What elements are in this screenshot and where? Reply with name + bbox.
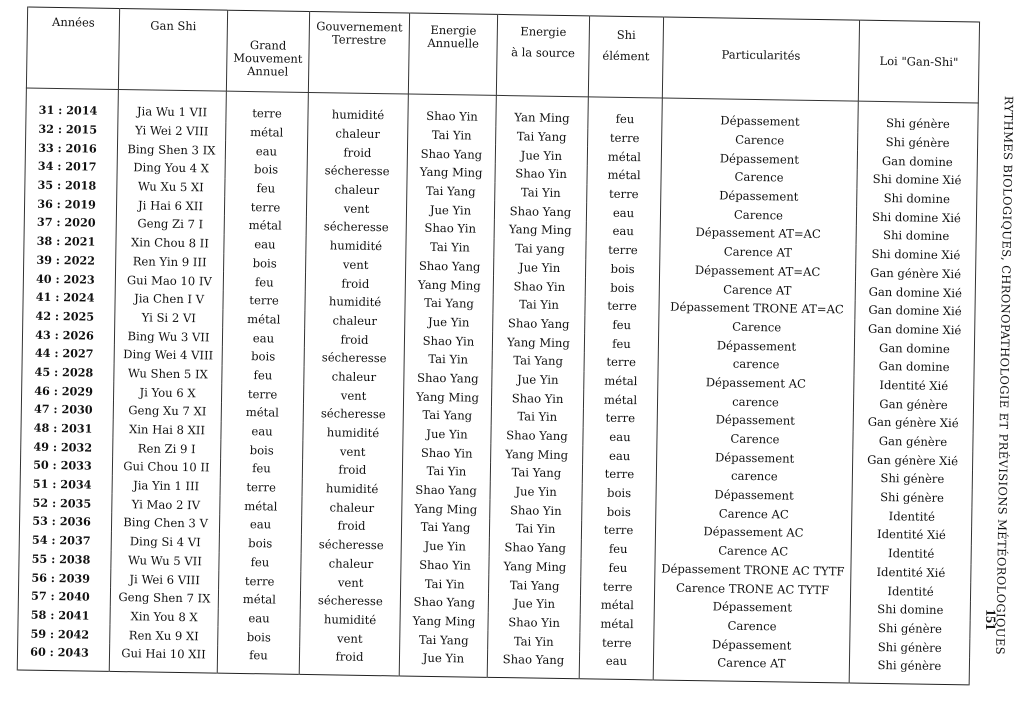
cell-energie-source: Tai yang <box>494 239 586 259</box>
cell-annee: 46 : 2029 <box>22 381 114 401</box>
header-row <box>26 7 979 103</box>
header-ganshi: Gan Shi <box>118 8 227 91</box>
cell-energie-annuelle: Yang Ming <box>402 499 490 519</box>
cell-energie-annuelle: Tai Yin <box>408 125 496 145</box>
header-grand-mouvement: Grand Mouvement Annuel <box>226 10 309 92</box>
cell-energie-annuelle: Shao Yang <box>402 480 490 500</box>
cell-annee: 33 : 2016 <box>25 138 117 158</box>
cell-gouvernement: froid <box>305 273 405 293</box>
cell-shi-element: terre <box>580 633 654 653</box>
cell-particularite: carence <box>656 466 852 488</box>
cell-grand-mouvement: eau <box>225 141 307 161</box>
cell-shi-element: bois <box>582 483 656 503</box>
cell-energie-annuelle: Tai Yang <box>407 181 495 201</box>
cell-gouvernement: froid <box>302 460 402 480</box>
cell-shi-element: métal <box>584 371 658 391</box>
cell-gouvernement: sécheresse <box>307 161 407 181</box>
cell-loi: Gan domine <box>854 338 974 359</box>
cell-energie-annuelle: Shao Yang <box>406 256 494 276</box>
cell-energie-annuelle: Shao Yang <box>404 368 492 388</box>
cell-gouvernement: chaleur <box>307 180 407 200</box>
cell-particularite: Dépassement <box>661 148 857 170</box>
cell-grand-mouvement: feu <box>220 459 302 479</box>
cell-annee: 54 : 2037 <box>19 530 111 550</box>
cell-annee: 49 : 2032 <box>21 437 113 457</box>
cell-particularite: Dépassement TRONE AT=AC <box>659 297 855 319</box>
cell-annee: 43 : 2026 <box>22 325 114 345</box>
cell-ganshi: Ren Zi 9 I <box>113 438 221 458</box>
cell-ganshi: Ji You 6 X <box>113 382 221 402</box>
cell-energie-source: Tai Yin <box>495 183 587 203</box>
cell-grand-mouvement: métal <box>223 309 305 329</box>
cell-loi: Shi génère <box>858 101 978 134</box>
cell-loi: Shi domine Xié <box>856 244 976 265</box>
cell-loi: Identité Xié <box>851 562 971 583</box>
cell-grand-mouvement: terre <box>221 384 303 404</box>
cell-energie-source: Tai Yang <box>492 351 584 371</box>
cell-annee: 50 : 2033 <box>20 456 112 476</box>
cell-loi: Identité <box>851 543 971 564</box>
cell-particularite: Carence AC <box>656 503 852 525</box>
cell-energie-annuelle: Shao Yin <box>403 443 491 463</box>
header-annees: Années <box>26 7 119 89</box>
cell-gouvernement: chaleur <box>305 310 405 330</box>
cell-ganshi: Ding Wei 4 VIII <box>114 345 222 365</box>
cell-energie-source: Shao Yin <box>493 276 585 296</box>
header-loi-gan-shi: Loi "Gan-Shi" <box>858 20 979 103</box>
cell-energie-annuelle: Shao Yang <box>407 144 495 164</box>
cell-energie-source: Tai Yin <box>488 631 580 651</box>
cell-ganshi: Wu Xu 5 XI <box>117 177 225 197</box>
cell-loi: Shi génère <box>852 469 972 490</box>
cell-loi: Shi domine <box>857 188 977 209</box>
cell-shi-element: métal <box>587 165 661 185</box>
cell-grand-mouvement: terre <box>220 477 302 497</box>
cell-particularite: Dépassement AT=AC <box>660 223 856 245</box>
cell-ganshi: Geng Xu 7 XI <box>113 401 221 421</box>
cell-particularite: Carence <box>661 167 857 189</box>
cell-energie-source: Tai Yin <box>491 407 583 427</box>
cell-grand-mouvement: eau <box>219 515 301 535</box>
cell-shi-element: terre <box>582 464 656 484</box>
cell-loi: Shi domine Xié <box>857 170 977 191</box>
cell-annee: 55 : 2038 <box>19 549 111 569</box>
cell-annee: 58 : 2041 <box>18 605 110 625</box>
cell-gouvernement: chaleur <box>301 553 401 573</box>
cell-loi: Gan domine Xié <box>855 282 975 303</box>
cell-ganshi: Ren Yin 9 III <box>116 251 224 271</box>
cell-shi-element: feu <box>581 539 655 559</box>
cell-annee: 48 : 2031 <box>21 418 113 438</box>
cell-particularite: Carence <box>657 428 853 450</box>
cell-gouvernement: froid <box>299 647 399 676</box>
cell-loi: Shi génère <box>850 637 970 658</box>
cell-gouvernement: vent <box>301 572 401 592</box>
cell-ganshi: Gui Chou 10 II <box>112 457 220 477</box>
cell-ganshi: Xin You 8 X <box>110 606 218 626</box>
cell-energie-source: Tai Yin <box>493 295 585 315</box>
cell-shi-element: terre <box>586 240 660 260</box>
cell-gouvernement: humidité <box>305 292 405 312</box>
cell-loi: Gan génère Xié <box>855 263 975 284</box>
cell-loi: Shi génère <box>858 132 978 153</box>
cell-energie-source: Yang Ming <box>492 332 584 352</box>
cell-grand-mouvement: feu <box>222 365 304 385</box>
cell-particularite: Carence <box>660 204 856 226</box>
cell-gouvernement: humidité <box>300 609 400 629</box>
cell-energie-annuelle: Yang Ming <box>405 275 493 295</box>
cell-loi: Identité <box>850 581 970 602</box>
cell-grand-mouvement: eau <box>221 421 303 441</box>
cell-grand-mouvement: feu <box>219 552 301 572</box>
cell-energie-source: Tai Yang <box>489 575 581 595</box>
cell-ganshi: Bing Shen 3 IX <box>117 139 225 159</box>
cell-shi-element: terre <box>584 352 658 372</box>
cell-ganshi: Gui Mao 10 IV <box>115 270 223 290</box>
cell-energie-source: Jue Yin <box>494 257 586 277</box>
cell-energie-source: Yang Ming <box>494 220 586 240</box>
cell-energie-annuelle: Jue Yin <box>406 200 494 220</box>
cell-ganshi: Geng Zi 7 I <box>116 214 224 234</box>
cell-ganshi: Ji Wei 6 VIII <box>111 569 219 589</box>
cell-shi-element: métal <box>580 595 654 615</box>
cell-particularite: Dépassement <box>661 185 857 207</box>
cell-particularite: Carence AT <box>653 652 849 682</box>
cell-energie-source: Shao Yin <box>495 164 587 184</box>
cell-particularite: Dépassement <box>658 335 854 357</box>
cell-grand-mouvement: feu <box>223 272 305 292</box>
cell-gouvernement: sécheresse <box>306 217 406 237</box>
cell-energie-annuelle: Jue Yin <box>403 424 491 444</box>
cell-particularite: Dépassement AC <box>658 372 854 394</box>
cell-energie-source: Jue Yin <box>488 594 580 614</box>
cell-grand-mouvement: eau <box>222 328 304 348</box>
cell-annee: 47 : 2030 <box>21 399 113 419</box>
cell-ganshi: Ding You 4 X <box>117 158 225 178</box>
cell-loi: Gan domine <box>857 151 977 172</box>
cell-grand-mouvement: terre <box>224 197 306 217</box>
running-title: RYTHMES BIOLOGIQUES, CHRONOPATHOLOGIE ET PRÉVISIONS MÉTÉOROLOGIQUES <box>993 95 1016 656</box>
table-body <box>17 88 978 685</box>
cell-annee: 34 : 2017 <box>25 157 117 177</box>
cell-annee: 51 : 2034 <box>20 474 112 494</box>
cell-loi: Gan génère Xié <box>853 413 973 434</box>
cell-ganshi: Xin Chou 8 II <box>116 233 224 253</box>
cell-annee: 42 : 2025 <box>23 306 115 326</box>
cell-ganshi: Wu Shen 5 IX <box>114 364 222 384</box>
cell-particularite: Dépassement <box>657 409 853 431</box>
cell-ganshi: Ji Hai 6 XII <box>116 195 224 215</box>
cell-energie-source: Jue Yin <box>490 482 582 502</box>
cell-loi: Gan domine Xié <box>855 300 975 321</box>
cell-energie-source: Shao Yin <box>490 500 582 520</box>
cell-energie-source: Tai Yang <box>490 463 582 483</box>
cell-shi-element: métal <box>583 390 657 410</box>
cell-grand-mouvement: feu <box>217 646 299 674</box>
cell-energie-source: Jue Yin <box>495 145 587 165</box>
cell-gouvernement: humidité <box>302 479 402 499</box>
cell-loi: Shi génère <box>852 487 972 508</box>
cell-particularite: Dépassement <box>654 634 850 656</box>
cell-annee: 38 : 2021 <box>24 231 116 251</box>
cell-loi: Gan domine Xié <box>855 319 975 340</box>
cell-gouvernement: froid <box>307 142 407 162</box>
header-gouvernement: Gouvernement Terrestre <box>308 11 409 94</box>
cell-energie-annuelle: Shao Yin <box>401 555 489 575</box>
cell-annee: 37 : 2020 <box>24 213 116 233</box>
cell-energie-source: Jue Yin <box>492 370 584 390</box>
cell-grand-mouvement: métal <box>226 122 308 142</box>
cell-particularite: Carence <box>659 316 855 338</box>
cell-grand-mouvement: terre <box>223 291 305 311</box>
cell-energie-source: Shao Yang <box>493 313 585 333</box>
cell-gouvernement: humidité <box>303 423 403 443</box>
table-header <box>26 7 979 103</box>
cell-ganshi: Bing Wu 3 VII <box>114 326 222 346</box>
cell-shi-element: terre <box>581 520 655 540</box>
cell-gouvernement: sécheresse <box>304 348 404 368</box>
cell-energie-source: Tai Yin <box>489 519 581 539</box>
cell-loi: Gan domine <box>854 357 974 378</box>
cell-energie-annuelle: Tai Yin <box>404 349 492 369</box>
cell-gouvernement: chaleur <box>304 367 404 387</box>
cell-shi-element: eau <box>586 203 660 223</box>
cell-ganshi: Yi Wei 2 VIII <box>118 121 226 141</box>
cell-energie-annuelle: Shao Yang <box>400 592 488 612</box>
cell-ganshi: Yi Mao 2 IV <box>112 494 220 514</box>
cell-annee: 59 : 2042 <box>18 624 110 644</box>
cell-particularite: Carence AT <box>659 279 855 301</box>
cell-energie-annuelle: Shao Yin <box>408 94 496 127</box>
cell-ganshi: Geng Shen 7 IX <box>110 588 218 608</box>
cell-loi: Gan génère Xié <box>853 450 973 471</box>
cell-ganshi: Jia Chen I V <box>115 289 223 309</box>
cell-loi: Gan génère <box>853 394 973 415</box>
cell-annee: 39 : 2022 <box>24 250 116 270</box>
cell-ganshi: Jia Yin 1 III <box>112 476 220 496</box>
cell-energie-annuelle: Yang Ming <box>407 163 495 183</box>
cell-loi: Shi génère <box>849 655 969 684</box>
cell-gouvernement: vent <box>303 385 403 405</box>
cell-annee: 53 : 2036 <box>19 512 111 532</box>
cell-annee: 56 : 2039 <box>19 568 111 588</box>
cell-shi-element: terre <box>588 128 662 148</box>
cell-energie-annuelle: Shao Yin <box>406 219 494 239</box>
cell-energie-annuelle: Tai Yang <box>401 518 489 538</box>
cell-annee: 45 : 2028 <box>22 362 114 382</box>
cell-ganshi: Bing Chen 3 V <box>111 513 219 533</box>
cell-energie-annuelle: Yang Ming <box>403 387 491 407</box>
cell-grand-mouvement: feu <box>225 178 307 198</box>
cell-particularite: Carence TRONE AC TYTF <box>654 578 850 600</box>
cell-energie-annuelle: Tai Yin <box>402 462 490 482</box>
cell-gouvernement: froid <box>301 516 401 536</box>
cell-ganshi: Gui Hai 10 XII <box>109 644 217 673</box>
cell-grand-mouvement: métal <box>221 403 303 423</box>
cell-shi-element: feu <box>581 558 655 578</box>
cell-grand-mouvement: bois <box>218 627 300 647</box>
cell-gouvernement: vent <box>306 198 406 218</box>
cell-energie-annuelle: Jue Yin <box>399 648 487 677</box>
cell-ganshi: Ding Si 4 VI <box>111 532 219 552</box>
cell-annee: 31 : 2014 <box>26 88 118 121</box>
cell-ganshi: Wu Wu 5 VII <box>111 550 219 570</box>
cell-grand-mouvement: métal <box>220 496 302 516</box>
cell-energie-source: Yang Ming <box>491 444 583 464</box>
cell-energie-annuelle: Shao Yin <box>404 331 492 351</box>
cell-energie-source: Shao Yin <box>488 612 580 632</box>
cell-shi-element: terre <box>581 576 655 596</box>
cell-grand-mouvement: terre <box>219 571 301 591</box>
cell-energie-annuelle: Jue Yin <box>401 536 489 556</box>
header-shi-element: Shi élément <box>588 16 663 98</box>
cell-gouvernement: humidité <box>306 236 406 256</box>
gan-shi-table <box>17 7 980 686</box>
cell-grand-mouvement: eau <box>218 608 300 628</box>
cell-energie-annuelle: Tai Yang <box>405 293 493 313</box>
cell-shi-element: bois <box>582 502 656 522</box>
cell-grand-mouvement: terre <box>226 91 308 123</box>
cell-annee: 36 : 2019 <box>24 194 116 214</box>
header-energie-source: Energie à la source <box>496 14 589 96</box>
cell-particularite: Dépassement <box>657 447 853 469</box>
cell-grand-mouvement: bois <box>222 347 304 367</box>
cell-grand-mouvement: bois <box>219 533 301 553</box>
cell-particularite: carence <box>658 353 854 375</box>
cell-grand-mouvement: métal <box>224 216 306 236</box>
cell-grand-mouvement: eau <box>224 234 306 254</box>
cell-shi-element: terre <box>585 296 659 316</box>
cell-energie-source: Yan Ming <box>496 95 588 128</box>
cell-shi-element: feu <box>585 315 659 335</box>
cell-gouvernement: chaleur <box>308 124 408 144</box>
cell-energie-source: Shao Yin <box>491 388 583 408</box>
cell-annee: 60 : 2043 <box>17 642 109 671</box>
cell-gouvernement: humidité <box>308 92 408 125</box>
cell-gouvernement: vent <box>300 628 400 648</box>
cell-loi: Shi domine <box>850 599 970 620</box>
cell-particularite: Dépassement AC <box>655 522 851 544</box>
cell-shi-element: eau <box>579 651 653 679</box>
cell-particularite: Carence AT <box>660 241 856 263</box>
cell-loi: Shi domine <box>856 226 976 247</box>
cell-energie-annuelle: Tai Yang <box>403 405 491 425</box>
cell-particularite: Carence <box>662 129 858 151</box>
cell-particularite: Dépassement TRONE AC TYTF <box>655 559 851 581</box>
cell-particularite: Dépassement <box>662 98 858 132</box>
cell-annee: 40 : 2023 <box>23 269 115 289</box>
cell-ganshi: Yi Si 2 VI <box>115 308 223 328</box>
cell-particularite: Dépassement AT=AC <box>659 260 855 282</box>
cell-grand-mouvement: bois <box>225 160 307 180</box>
cell-annee: 57 : 2040 <box>18 586 110 606</box>
header-particularites: Particularités <box>662 17 859 101</box>
cell-shi-element: eau <box>583 427 657 447</box>
cell-grand-mouvement: métal <box>218 589 300 609</box>
cell-gouvernement: chaleur <box>302 497 402 517</box>
cell-shi-element: feu <box>588 97 662 129</box>
cell-ganshi: Jia Wu 1 VII <box>118 89 226 122</box>
cell-energie-annuelle: Yang Ming <box>400 611 488 631</box>
cell-energie-annuelle: Tai Yang <box>400 630 488 650</box>
cell-gouvernement: sécheresse <box>300 591 400 611</box>
cell-loi: Shi domine Xié <box>856 207 976 228</box>
cell-annee: 32 : 2015 <box>26 119 118 139</box>
cell-gouvernement: sécheresse <box>301 535 401 555</box>
cell-annee: 41 : 2024 <box>23 287 115 307</box>
cell-energie-source: Shao Yang <box>487 650 579 679</box>
header-energie-annuelle: Energie Annuelle <box>408 13 497 95</box>
cell-gouvernement: sécheresse <box>303 404 403 424</box>
cell-energie-annuelle: Jue Yin <box>405 312 493 332</box>
cell-annee: 35 : 2018 <box>25 175 117 195</box>
cell-annee: 52 : 2035 <box>20 493 112 513</box>
cell-shi-element: terre <box>587 184 661 204</box>
cell-gouvernement: vent <box>303 441 403 461</box>
cell-particularite: carence <box>657 391 853 413</box>
cell-shi-element: bois <box>585 259 659 279</box>
cell-shi-element: métal <box>580 614 654 634</box>
cell-energie-annuelle: Tai Yin <box>401 574 489 594</box>
cell-gouvernement: froid <box>304 329 404 349</box>
cell-loi: Gan génère <box>853 431 973 452</box>
cell-energie-source: Shao Yang <box>491 426 583 446</box>
cell-energie-annuelle: Tai Yin <box>406 237 494 257</box>
cell-shi-element: eau <box>583 446 657 466</box>
cell-energie-source: Tai Yang <box>496 127 588 147</box>
cell-gouvernement: vent <box>306 254 406 274</box>
cell-grand-mouvement: bois <box>224 253 306 273</box>
cell-particularite: Carence <box>654 615 850 637</box>
cell-particularite: Dépassement <box>656 484 852 506</box>
cell-annee: 44 : 2027 <box>22 343 114 363</box>
cell-shi-element: eau <box>586 221 660 241</box>
cell-energie-source: Yang Ming <box>489 556 581 576</box>
cell-loi: Identité <box>852 506 972 527</box>
cell-energie-source: Shao Yang <box>489 538 581 558</box>
cell-ganshi: Xin Hai 8 XII <box>113 420 221 440</box>
cell-shi-element: bois <box>585 278 659 298</box>
cell-grand-mouvement: bois <box>221 440 303 460</box>
cell-particularite: Dépassement <box>654 596 850 618</box>
cell-energie-source: Shao Yang <box>494 201 586 221</box>
cell-ganshi: Ren Xu 9 XI <box>110 625 218 645</box>
cell-shi-element: feu <box>584 334 658 354</box>
cell-loi: Identité Xié <box>854 375 974 396</box>
cell-shi-element: métal <box>587 147 661 167</box>
cell-loi: Shi génère <box>850 618 970 639</box>
cell-loi: Identité Xié <box>851 525 971 546</box>
cell-shi-element: terre <box>583 408 657 428</box>
cell-particularite: Carence AC <box>655 540 851 562</box>
page-number: 151 <box>982 609 998 631</box>
